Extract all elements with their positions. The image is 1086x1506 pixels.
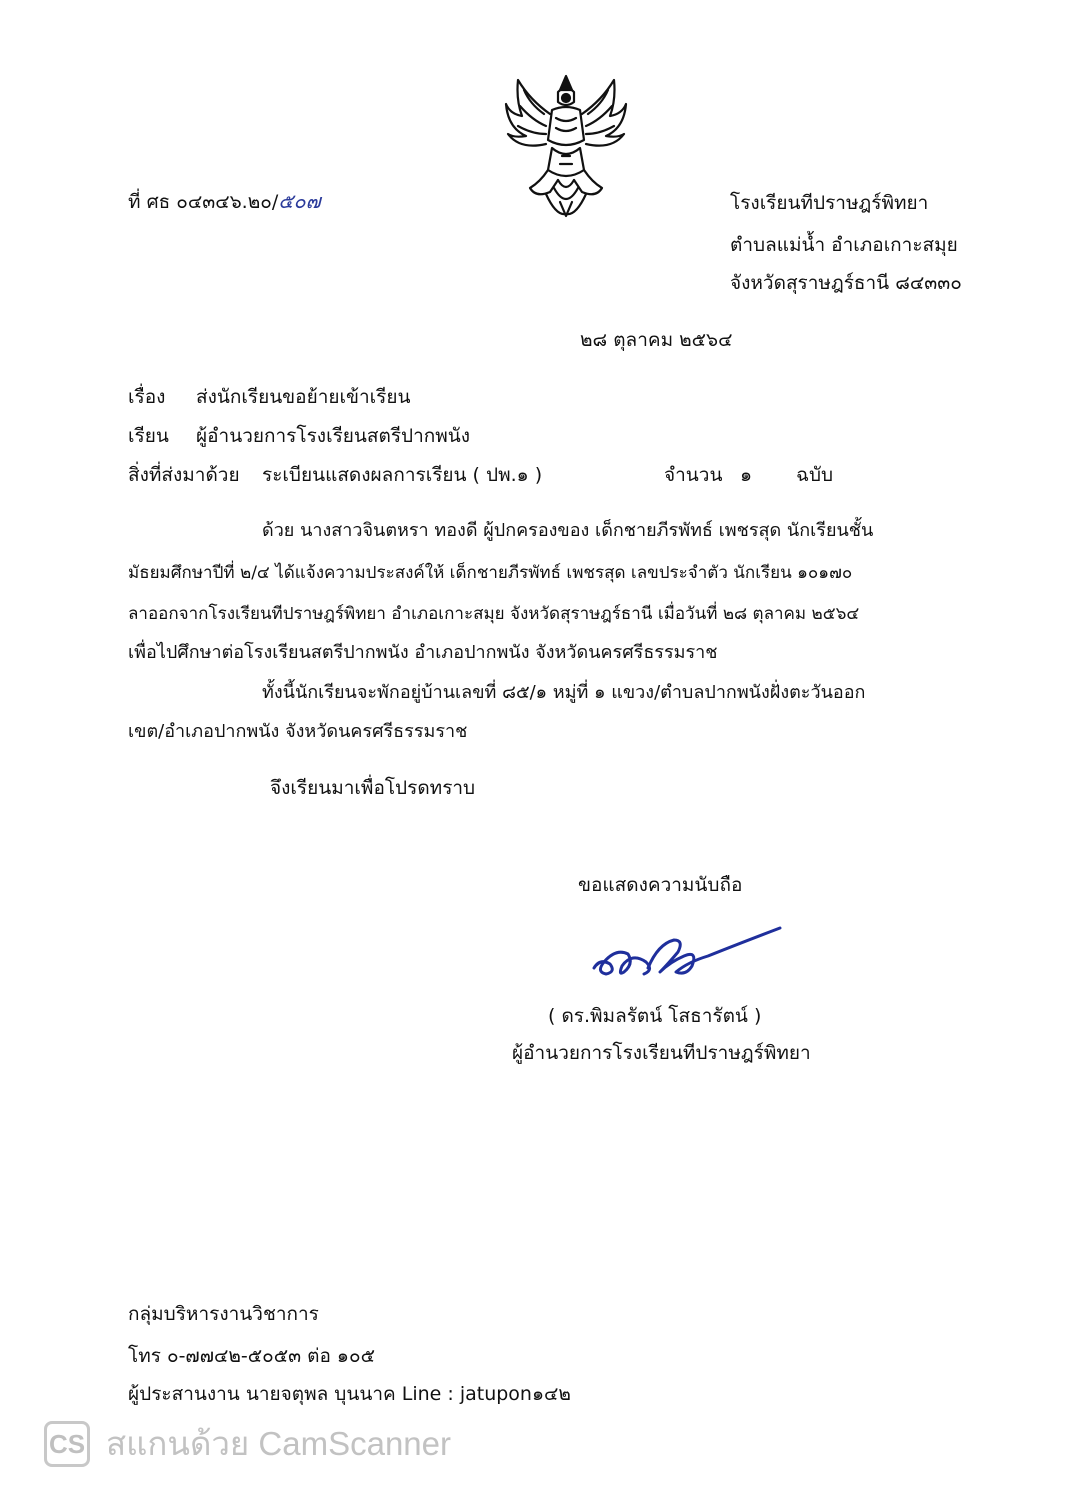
letter-date: ๒๘ ตุลาคม ๒๕๖๔ (580, 329, 733, 351)
handwritten-reference-number: ๕๐๗ (278, 189, 321, 213)
recipient-label: เรียน (128, 425, 169, 447)
footer-phone: โทร ๐-๗๗๔๒-๕๐๕๓ ต่อ ๑๐๕ (128, 1345, 375, 1367)
school-address-line2: จังหวัดสุราษฎร์ธานี ๘๔๓๓๐ (730, 272, 962, 294)
body-line: ลาออกจากโรงเรียนทีปราษฎร์พิทยา อำเภอเกาะสมุย จังหวัดสุราษฎร์ธานี เมื่อวันที่ ๒๘ ตุลาคม ๒๕๖๔ (128, 604, 860, 624)
camscanner-logo-icon: CS (44, 1421, 90, 1467)
school-address-line1: ตำบลแม่น้ำ อำเภอเกาะสมุย (730, 234, 958, 256)
subject-text: ส่งนักเรียนขอย้ายเข้าเรียน (196, 386, 411, 408)
enclosure-quantity: ๑ (740, 464, 753, 486)
body-line: มัธยมศึกษาปีที่ ๒/๔ ได้แจ้งความประสงค์ให้ เด็กชายภีรพัทธ์ เพชรสุด เลขประจำตัว นักเรียน ๑๐๑๗๐ (128, 563, 853, 583)
camscanner-watermark-text: สแกนด้วย CamScanner (106, 1425, 452, 1462)
footer-department: กลุ่มบริหารงานวิชาการ (128, 1303, 319, 1325)
signer-name: ( ดร.พิมลรัตน์ โสธารัตน์ ) (548, 1005, 762, 1027)
handwritten-signature-icon (588, 922, 788, 992)
enclosure-unit: ฉบับ (796, 464, 834, 486)
body-line: ทั้งนี้นักเรียนจะพักอยู่บ้านเลขที่ ๘๕/๑ หมู่ที่ ๑ แขวง/ตำบลปากพนังฝั่งตะวันออก (262, 682, 866, 703)
footer-coordinator: ผู้ประสานงาน นายจตุพล บุนนาค Line : jatupon๑๔๒ (128, 1383, 571, 1405)
school-name: โรงเรียนทีปราษฎร์พิทยา (730, 192, 929, 214)
body-line: เพื่อไปศึกษาต่อโรงเรียนสตรีปากพนัง อำเภอปากพนัง จังหวัดนครศรีธรรมราช (128, 642, 718, 663)
enclosure-item: ระเบียนแสดงผลการเรียน ( ปพ.๑ ) (262, 464, 543, 486)
closing-phrase: ขอแสดงความนับถือ (578, 874, 743, 896)
letter-reference (128, 188, 321, 215)
recipient-text: ผู้อำนวยการโรงเรียนสตรีปากพนัง (196, 425, 471, 447)
reference-number: ที่ ศธ ๐๔๓๔๖.๒๐/ (128, 191, 279, 213)
enclosure-label: สิ่งที่ส่งมาด้วย (128, 464, 240, 486)
garuda-emblem-icon (500, 70, 632, 220)
body-line: ด้วย นางสาวจินตหรา ทองดี ผู้ปกครองของ เด็กชายภีรพัทธ์ เพชรสุด นักเรียนชั้น (262, 520, 874, 541)
enclosure-quantity-label: จำนวน (664, 464, 723, 486)
closing-request: จึงเรียนมาเพื่อโปรดทราบ (270, 777, 476, 799)
body-line: เขต/อำเภอปากพนัง จังหวัดนครศรีธรรมราช (128, 721, 468, 742)
subject-label: เรื่อง (128, 386, 166, 408)
signer-title: ผู้อำนวยการโรงเรียนทีปราษฎร์พิทยา (512, 1042, 811, 1064)
